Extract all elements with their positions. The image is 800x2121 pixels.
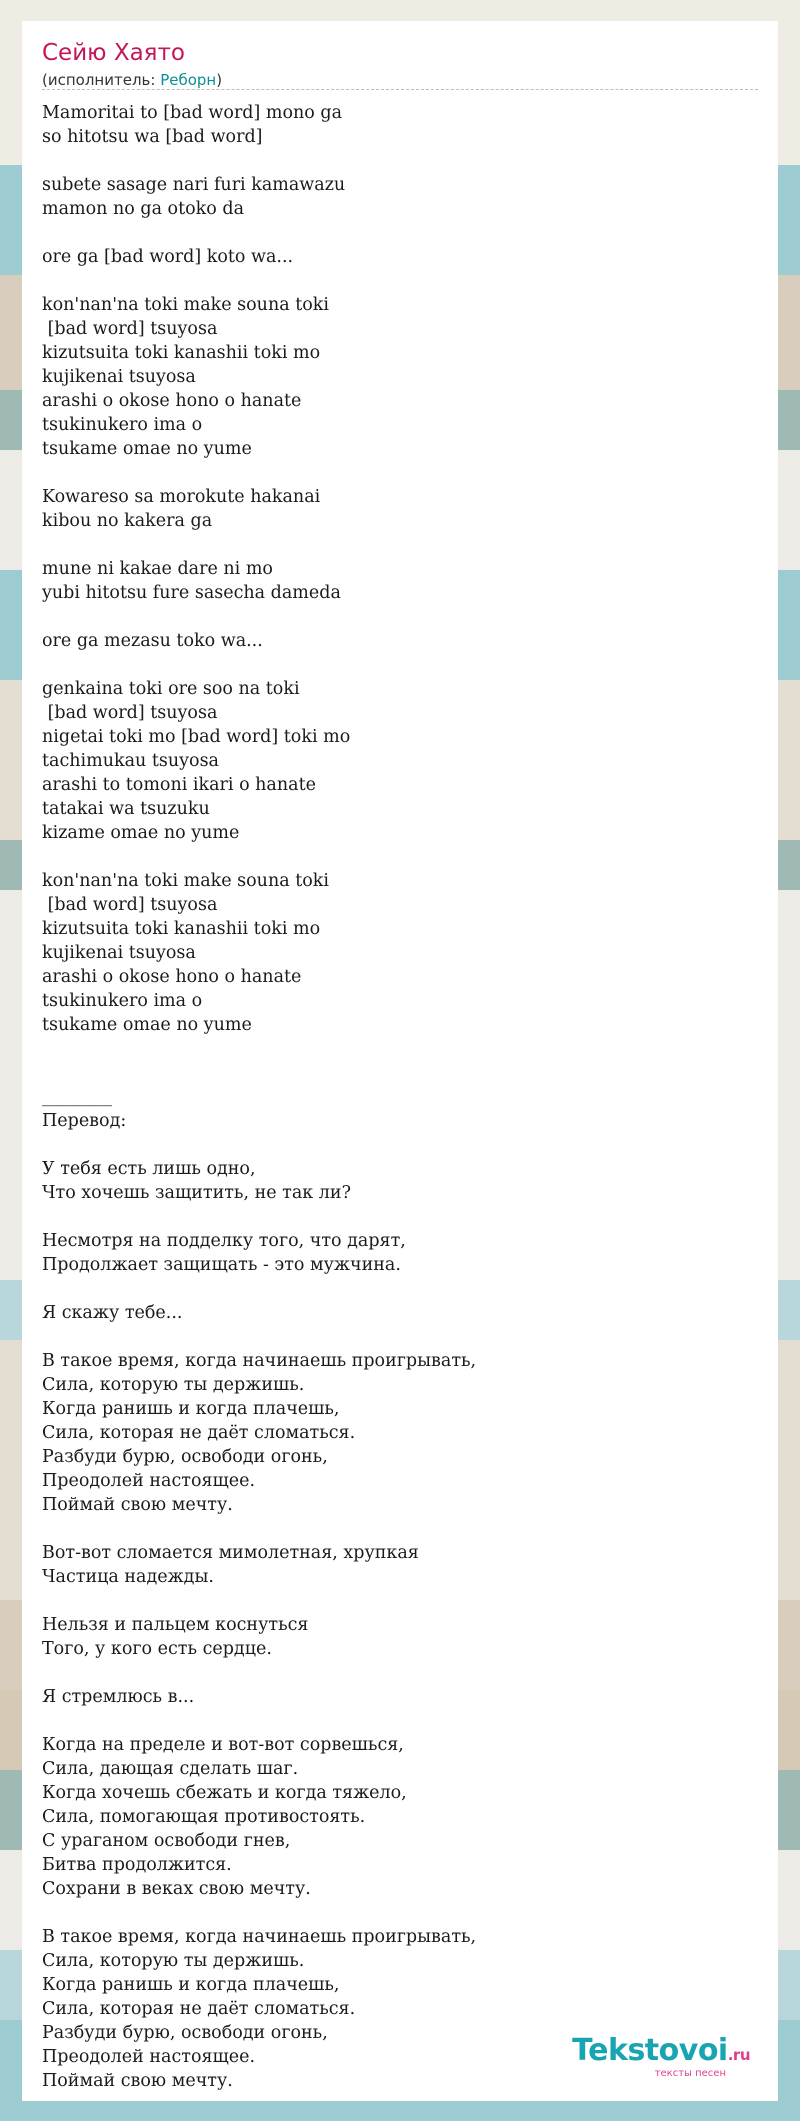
lyric-line — [42, 605, 742, 629]
lyric-line: Разбуди бурю, освободи огонь, — [42, 1447, 328, 1467]
lyric-line: genkaina toki ore soo na toki — [42, 679, 300, 699]
lyric-line: ore ga [bad word] koto wa... — [42, 247, 294, 267]
lyric-line: kon'nan'na toki make souna toki — [42, 871, 329, 891]
lyric-line: ________ — [42, 1087, 112, 1107]
lyric-line: [bad word] tsuyosa — [42, 319, 218, 339]
lyric-line: Преодолей настоящее. — [42, 2047, 256, 2067]
lyric-line — [42, 1205, 742, 1229]
lyric-line — [42, 1325, 742, 1349]
lyric-line: Вот-вот сломается мимолетная, хрупкая — [42, 1543, 419, 1563]
lyrics-card — [22, 21, 778, 2101]
lyric-line — [42, 1661, 742, 1685]
lyric-line: Поймай свою мечту. — [42, 1495, 233, 1515]
lyric-line: arashi o okose hono o hanate — [42, 391, 302, 411]
performer-prefix: (исполнитель: — [42, 71, 161, 89]
lyric-line: tsukinukero ima o — [42, 991, 203, 1011]
lyric-line: kon'nan'na toki make souna toki — [42, 295, 329, 315]
lyric-line — [42, 1037, 742, 1061]
logo-name: Tekstovoi — [572, 2033, 728, 2068]
lyric-line: Битва продолжится. — [42, 1855, 232, 1875]
lyric-line: Поймай свою мечту. — [42, 2071, 233, 2091]
lyric-line: Сила, которую ты держишь. — [42, 1375, 305, 1395]
lyric-line: mamon no ga otoko da — [42, 199, 245, 219]
lyric-line: Я стремлюсь в... — [42, 1687, 195, 1707]
lyric-line: kujikenai tsuyosa — [42, 367, 196, 387]
song-title: Сейю Хаято — [42, 40, 185, 66]
lyric-line — [42, 1589, 742, 1613]
performer-line — [42, 71, 222, 89]
lyric-line: arashi to tomoni ikari o hanate — [42, 775, 316, 795]
lyric-line — [42, 1277, 742, 1301]
lyric-line: В такое время, когда начинаешь проигрывать, — [42, 1927, 477, 1947]
lyric-line: Того, у кого есть сердце. — [42, 1639, 272, 1659]
lyric-line: Когда ранишь и когда плачешь, — [42, 1399, 340, 1419]
lyric-line — [42, 1709, 742, 1733]
lyric-line: В такое время, когда начинаешь проигрывать, — [42, 1351, 477, 1371]
title-divider — [42, 89, 758, 90]
lyric-line: so hitotsu wa [bad word] — [42, 127, 263, 147]
lyric-line: Сила, помогающая противостоять. — [42, 1807, 366, 1827]
lyric-line: С ураганом освободи гнев, — [42, 1831, 291, 1851]
lyric-line — [42, 221, 742, 245]
lyric-line: mune ni kakae dare ni mo — [42, 559, 273, 579]
lyric-line: [bad word] tsuyosa — [42, 895, 218, 915]
lyric-line: Сила, дающая сделать шаг. — [42, 1759, 299, 1779]
lyric-line: Преодолей настоящее. — [42, 1471, 256, 1491]
lyric-line: Сохрани в веках свою мечту. — [42, 1879, 311, 1899]
lyric-line: Разбуди бурю, освободи огонь, — [42, 2023, 328, 2043]
site-logo[interactable] — [572, 2033, 750, 2079]
lyric-line: Я скажу тебе... — [42, 1303, 183, 1323]
lyric-line: ore ga mezasu toko wa... — [42, 631, 263, 651]
lyric-line — [42, 653, 742, 677]
lyric-line: Mamoritai to [bad word] mono ga — [42, 103, 343, 123]
lyric-line: tsukame omae no yume — [42, 439, 252, 459]
lyric-line — [42, 533, 742, 557]
lyric-line: Сила, которая не даёт сломаться. — [42, 1999, 356, 2019]
logo-tagline: тексты песен — [654, 2068, 726, 2079]
lyric-line: Нельзя и пальцем коснуться — [42, 1615, 309, 1635]
lyric-line: nigetai toki mo [bad word] toki mo — [42, 727, 351, 747]
lyric-line: Частица надежды. — [42, 1567, 214, 1587]
logo-wordmark — [572, 2033, 750, 2070]
lyric-line: kizutsuita toki kanashii toki mo — [42, 343, 321, 363]
lyric-line: Сила, которая не даёт сломаться. — [42, 1423, 356, 1443]
performer-suffix: ) — [216, 71, 223, 89]
lyric-line: Несмотря на подделку того, что дарят, — [42, 1231, 406, 1251]
lyric-line: tatakai wa tsuzuku — [42, 799, 210, 819]
lyrics-text — [42, 101, 742, 2093]
lyric-line — [42, 1517, 742, 1541]
lyric-line — [42, 269, 742, 293]
lyric-line — [42, 1133, 742, 1157]
lyric-line — [42, 461, 742, 485]
lyric-line: tsukame omae no yume — [42, 1015, 252, 1035]
lyric-line: kizame omae no yume — [42, 823, 240, 843]
lyric-line: [bad word] tsuyosa — [42, 703, 218, 723]
lyric-line — [42, 1901, 742, 1925]
lyric-line: У тебя есть лишь одно, — [42, 1159, 256, 1179]
lyric-line — [42, 1061, 742, 1085]
lyric-line: kujikenai tsuyosa — [42, 943, 196, 963]
lyric-line — [42, 149, 742, 173]
lyric-line: Продолжает защищать - это мужчина. — [42, 1255, 401, 1275]
lyric-line: Когда хочешь сбежать и когда тяжело, — [42, 1783, 407, 1803]
lyric-line: arashi o okose hono o hanate — [42, 967, 302, 987]
lyric-line: Kowareso sa morokute hakanai — [42, 487, 321, 507]
lyric-line: kibou no kakera ga — [42, 511, 213, 531]
lyric-line: Сила, которую ты держишь. — [42, 1951, 305, 1971]
lyric-line: kizutsuita toki kanashii toki mo — [42, 919, 321, 939]
logo-tld: .ru — [727, 2046, 750, 2064]
lyric-line: Когда ранишь и когда плачешь, — [42, 1975, 340, 1995]
lyric-line: subete sasage nari furi kamawazu — [42, 175, 346, 195]
artist-link[interactable]: Реборн — [160, 71, 217, 89]
lyric-line: tachimukau tsuyosa — [42, 751, 219, 771]
lyric-line: yubi hitotsu fure sasecha dameda — [42, 583, 341, 603]
lyric-line: Перевод: — [42, 1111, 127, 1131]
lyric-line — [42, 845, 742, 869]
lyric-line: Что хочешь защитить, не так ли? — [42, 1183, 351, 1203]
lyric-line: Когда на пределе и вот-вот сорвешься, — [42, 1735, 404, 1755]
lyric-line: tsukinukero ima o — [42, 415, 203, 435]
